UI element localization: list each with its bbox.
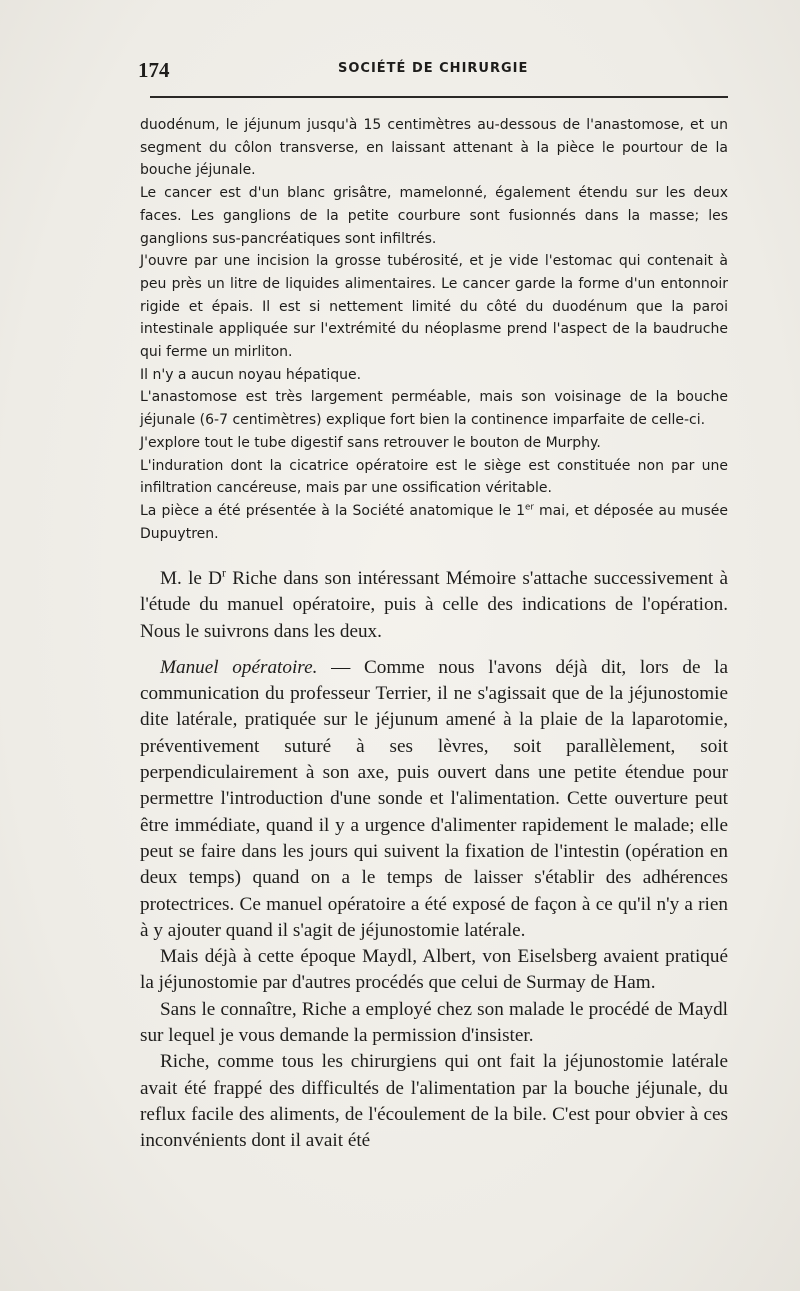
report-intro-text: M. le D	[160, 568, 223, 589]
observation-block	[140, 114, 728, 545]
running-title: SOCIÉTÉ DE CHIRURGIE	[338, 61, 529, 76]
manuel-paragraph	[140, 655, 728, 944]
observation-paragraph: J'explore tout le tube digestif sans retrouver le bouton de Murphy.	[140, 434, 601, 451]
observation-paragraph: Il n'y a aucun noyau hépatique.	[140, 366, 362, 383]
superscript: er	[524, 502, 534, 513]
page-number: 174	[138, 58, 170, 82]
observation-paragraph: L'anastomose est très largement perméable, mais son voisinage de la bouche jéjunale (6-7 centimètres) explique fort bien la continence imparfaite de celle-ci.	[140, 389, 728, 429]
page-header	[138, 56, 728, 84]
body-paragraph: Sans le connaître, Riche a employé chez son malade le procédé de Maydl sur lequel je vous demande la permission d'insister.	[140, 998, 728, 1047]
observation-paragraph: duodénum, le jéjunum jusqu'à 15 centimètres au-dessous de l'anastomose, et un segment du côlon transverse, en laissant attenant à la pièce le pourtour de la bouche jéjunale.	[140, 117, 728, 179]
observation-paragraph: Le cancer est d'un blanc grisâtre, mamelonné, également étendu sur les deux faces. Les ganglions de la petite courbure sont fusionnés dans la masse; les ganglions sus-pancréatiques sont infiltrés.	[140, 185, 728, 247]
manuel-text: — Comme nous l'avons déjà dit, lors de la communication du professeur Terrier, il ne s'agissait que de la jéjunostomie dite latérale, pratiquée sur le jéjunum amené à la plaie de la laparotomie, préventivement suturé à ses lèvres, soit parallèlement, soit perpendiculairement à son axe, puis ouvert dans une petite étendue pour permettre l'introduction d'une sonde et l'alimentation. Cette ouverture peut être immédiate, quand il y a urgence d'alimenter rapidement le malade; elle peut se faire dans les jours qui suivent la fixation de l'intestin (opération en deux temps) quand on a le temps de laisser s'établir des adhérences protectrices. Ce manuel opératoire a été exposé de façon à ce qu'il n'y a rien à y ajouter quand il s'agit de jéjunostomie latérale.	[140, 656, 729, 941]
observation-last-text: La pièce a été présentée à la Société anatomique le 1	[140, 502, 525, 519]
report-intro-paragraph	[140, 566, 728, 645]
body-paragraph: Mais déjà à cette époque Maydl, Albert, von Eiselsberg avaient pratiqué la jéjunostomie par d'autres procédés que celui de Surmay de Ham.	[140, 946, 728, 994]
observation-paragraph: L'induration dont la cicatrice opératoire est le siège est constituée non par une infiltration cancéreuse, mais par une ossification véritable.	[140, 457, 728, 497]
section-heading: Manuel opératoire.	[160, 656, 318, 678]
observation-last-paragraph	[140, 500, 728, 545]
observation-last-text-end: mai, et déposée au musée Dupuytren.	[140, 502, 728, 542]
body-paragraph: Riche, comme tous les chirurgiens qui ont fait la jéjunostomie latérale avait été frappé des difficultés de l'alimentation par la bouche jéjunale, du reflux facile des aliments, de l'écoulement de la bile. C'est pour obvier à ces inconvénients dont il avait été	[140, 1051, 728, 1152]
header-rule	[150, 96, 728, 98]
report-intro-text-end: Riche dans son intéressant Mémoire s'attache successivement à l'étude du manuel opératoire, puis à celle des indications de l'opération. Nous le suivrons dans les deux.	[140, 568, 729, 642]
report-body	[140, 566, 728, 1155]
superscript: r	[222, 565, 227, 580]
observation-paragraph: J'ouvre par une incision la grosse tubérosité, et je vide l'estomac qui contenait à peu près un litre de liquides alimentaires. Le cancer garde la forme d'un entonnoir rigide et épais. Il est si nettement limité du côté du duodénum que la paroi intestinale appliquée sur l'extrémité du néoplasme prend l'aspect de la baudruche qui ferme un mirliton.	[140, 253, 728, 361]
